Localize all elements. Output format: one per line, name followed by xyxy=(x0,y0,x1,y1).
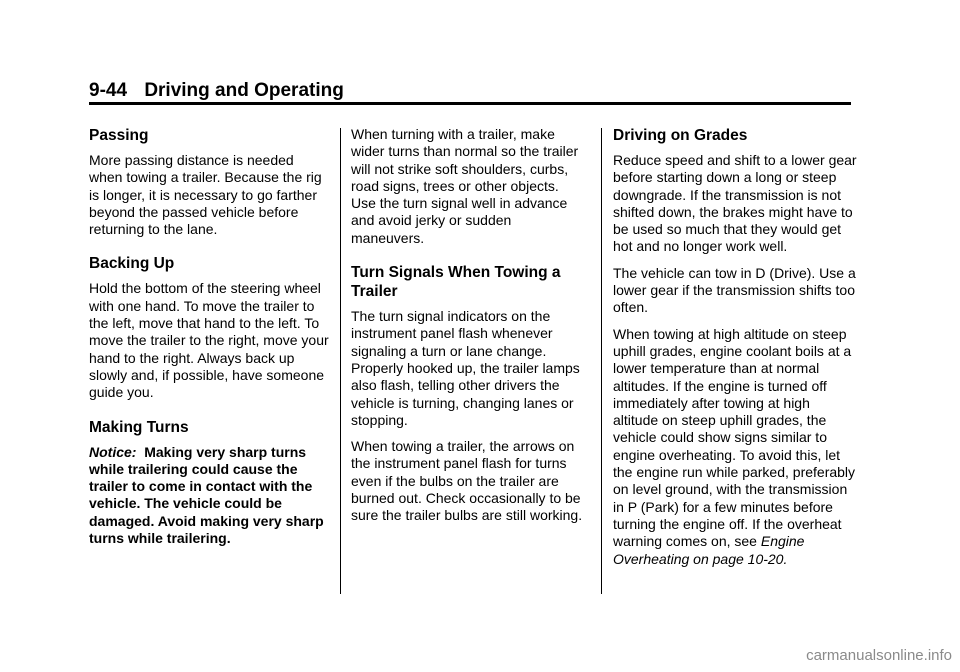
grades-paragraph-3 xyxy=(613,326,858,568)
turn-signals-paragraph-2: When towing a trailer, the arrows on the instrument panel flash for turns even if the bulbs on the trailer are burned out. Check occasionally to be sure the trailer bulbs are still working. xyxy=(351,438,583,524)
column-1 xyxy=(89,126,331,556)
column-3 xyxy=(613,126,858,577)
header-rule xyxy=(89,102,851,105)
turn-signals-paragraph-1: The turn signal indicators on the instrument panel flash whenever signaling a turn or lane change. Properly hooked up, the trailer lamps also flash, telling other drivers the vehicle is turning, changing lanes or stopping. xyxy=(351,308,580,428)
making-turns-heading: Making Turns xyxy=(89,418,189,436)
backing-up-heading: Backing Up xyxy=(89,255,175,273)
turn-signals-heading: Turn Signals When Towing a Trailer xyxy=(351,264,561,301)
column-divider-2 xyxy=(601,128,602,594)
turning-paragraph: When turning with a trailer, make wider turns than normal so the trailer will not strike soft shoulders, curbs, road signs, trees or other objects. Use the turn signal well in advance and avoid jerky or sudden maneuvers. xyxy=(351,126,579,246)
engine-overheating-link[interactable]: Engine Overheating on page 10-20. xyxy=(613,533,805,567)
passing-heading: Passing xyxy=(89,127,149,144)
page-number: 9-44 xyxy=(89,80,128,101)
passing-paragraph: More passing distance is needed when towing a trailer. Because the rig is longer, it is necessary to go farther beyond the passed vehicle before returning to the lane. xyxy=(89,152,322,238)
driving-on-grades-heading: Driving on Grades xyxy=(613,127,748,144)
notice-label: Notice: xyxy=(89,443,137,460)
watermark: carmanualsonline.info xyxy=(806,647,952,664)
grades-paragraph-3-text: When towing at high altitude on steep uphill grades, engine coolant boils at a lower temperature than at normal altitudes. If the engine is turned off immediately after towing at high altitude on steep uphill grades, the vehicle could show signs similar to engine overheating. To avoid this, let the engine run while parked, preferably on level ground, with the transmission in P (Park) for a few minutes before turning the engine off. If the overheat warning comes on, see xyxy=(613,325,856,550)
column-2 xyxy=(351,126,587,534)
grades-paragraph-2: The vehicle can tow in D (Drive). Use a lower gear if the transmission shifts too often. xyxy=(613,264,856,316)
grades-paragraph-1: Reduce speed and shift to a lower gear before starting down a long or steep downgrade. If the transmission is not shifted down, the brakes might have to be used so much that they would get hot and no longer work well. xyxy=(613,152,857,255)
backing-up-paragraph: Hold the bottom of the steering wheel with one hand. To move the trailer to the left, move that hand to the left. To move the trailer to the right, move your hand to the right. Always back up slowly and, if possible, have someone guide you. xyxy=(89,280,329,401)
page-header xyxy=(89,80,344,102)
section-title: Driving and Operating xyxy=(144,80,344,101)
notice-paragraph xyxy=(89,444,331,548)
column-divider-1 xyxy=(340,128,341,594)
notice-text: Making very sharp turns while trailering could cause the trailer to come in contact with the vehicle. The vehicle could be damaged. Avoid making very sharp turns while trailering. xyxy=(89,443,324,547)
